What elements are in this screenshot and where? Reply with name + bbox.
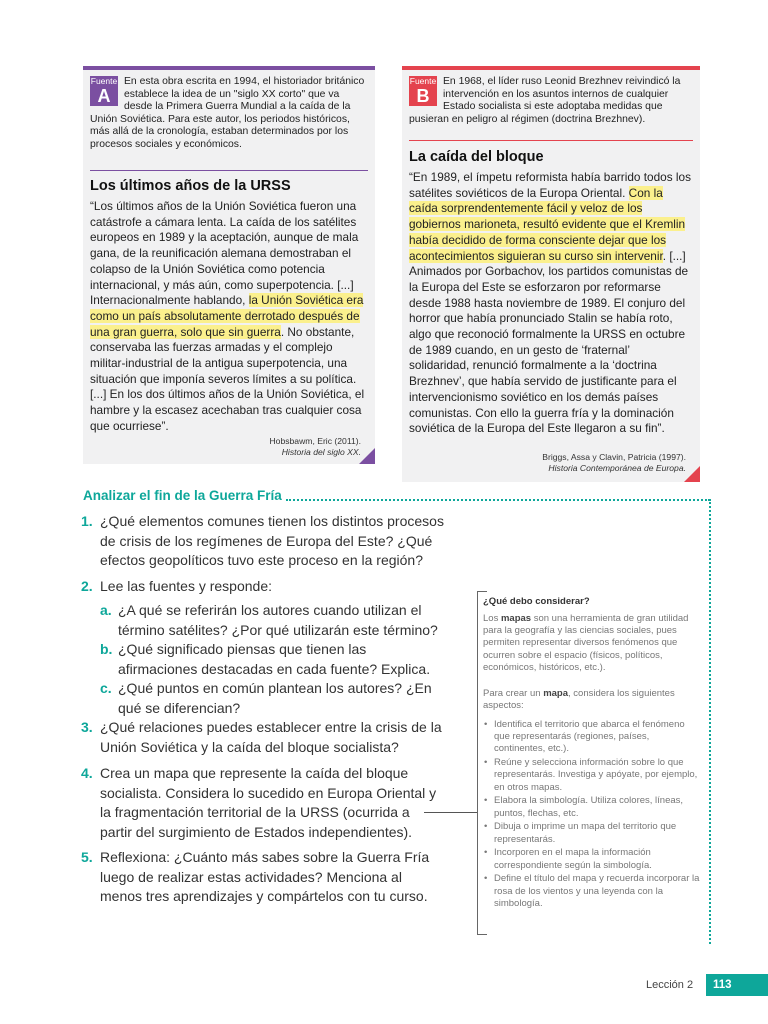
question-text: ¿Qué puntos en común plantean los autores? ¿En qué se diferencian? [118, 680, 432, 716]
source-a-divider [90, 170, 368, 171]
connector-line [424, 812, 477, 813]
bracket-line [477, 934, 487, 935]
dotted-rule-vertical [709, 499, 711, 944]
source-b-title: La caída del bloque [409, 149, 544, 165]
source-tag-letter: B [416, 86, 430, 106]
question-number: 3. [81, 719, 93, 735]
tip-list-item: • Dibuja o imprime un mapa del territorio que representarás. [483, 821, 701, 845]
quote-text: . [...] Animados por Gorbachov, los partidos comunistas de la Europa del Este se esforzaron por reformarse desde 1988 hasta noviembre de 1989. El conjuro del horror que había pronunciado Stalin se había roto, algo que reconoció formalmente la URSS en octubre de 1989 cuando, en un gesto de ‘fraternal’ solidaridad, renunció formalmente a la ‘doctrina Brezhnev’, que había servido de justificante para el intervencionismo soviético en los demás países comunistas. Con ello la guerra fría y la dominación soviética de la Europa del Este llegaron a su fin”. [409, 248, 689, 436]
quote-text: . No obstante, conservaba las fuerzas armadas y el complejo militar-industrial de la antigua superpotencia, una situación que imponía severos límites a su política. [...] En los dos últimos años de la Unión Soviética, el hambre y la escasez acechaban tras cualquier cosa que ocurriese”. [90, 324, 365, 433]
question-number: 5. [81, 849, 93, 865]
corner-decoration [684, 466, 700, 482]
tip-box [477, 591, 701, 935]
tip-list-item: • Identifica el territorio que abarca el fenómeno que representarás (regiones, países, continentes, etc.). [483, 719, 701, 756]
question-number: 1. [81, 513, 93, 529]
source-a-quote [90, 199, 368, 435]
source-tag-word: Fuente [90, 76, 118, 86]
question-text: Lee las fuentes y responde: [100, 578, 273, 594]
tip-text: Los [483, 613, 501, 624]
question-2c [100, 679, 448, 718]
lesson-label: Lección 2 [646, 979, 694, 991]
tip-keyword: mapa [543, 688, 569, 699]
question-text: Reflexiona: ¿Cuánto más sabes sobre la Guerra Fría luego de realizar estas actividades? Menciona al menos tres aprendizajes y compártelos con tu curso. [100, 849, 430, 904]
citation-work: Historia Contemporánea de Europa. [548, 463, 686, 473]
question-number: 2. [81, 578, 93, 594]
bracket-line [477, 591, 487, 592]
quote-text: “En 1989, el ímpetu reformista había barrido todos los satélites soviéticos de la Europa Oriental. [409, 170, 691, 200]
tip-text: , considera los siguientes aspectos: [483, 688, 675, 712]
dotted-rule [286, 499, 710, 501]
question-text: ¿Qué relaciones puedes establecer entre la crisis de la Unión Soviética y la caída del bloque socialista? [100, 719, 442, 755]
source-tag-letter: A [97, 86, 111, 106]
tip-list-item: • Elabora la simbología. Utiliza colores, líneas, puntos, flechas, etc. [483, 795, 701, 819]
source-b-divider [409, 140, 693, 141]
tip-paragraph [483, 613, 701, 674]
question-text: ¿Qué significado piensas que tienen las afirmaciones destacadas en cada fuente? Explica. [118, 641, 431, 677]
source-b-intro [409, 76, 693, 126]
activity-title: Analizar el fin de la Guerra Fría [83, 488, 282, 503]
source-a-box [83, 66, 375, 464]
question-text: ¿Qué elementos comunes tienen los distintos procesos de crisis de los regímenes de Europa del Este? ¿Qué efectos geopolíticos tuvo este proceso en la región? [100, 513, 444, 568]
question-3 [81, 718, 445, 757]
bracket-line [477, 591, 478, 935]
tip-paragraph [483, 688, 701, 712]
source-b-quote [409, 170, 693, 437]
question-letter: a. [100, 602, 112, 618]
source-b-citation [542, 452, 686, 474]
tip-title: ¿Qué debo considerar? [483, 596, 590, 607]
highlighted-quote: la Unión Soviética era como un país absolutamente derrotado después de una gran guerra, solo que sin guerra [90, 293, 364, 339]
question-text: ¿A qué se referirán los autores cuando utilizan el término satélites? ¿Por qué utilizarán este término? [118, 602, 438, 638]
tip-text: Para crear un [483, 688, 544, 699]
question-5 [81, 848, 445, 907]
question-4 [81, 764, 445, 842]
tip-keyword: mapas [500, 613, 532, 624]
source-b-box [402, 66, 700, 482]
tip-list-item: • Reúne y selecciona información sobre lo que representarás. Investiga y apóyate, por ejemplo, en otros mapas. [483, 757, 701, 794]
citation-author: Briggs, Assa y Clavin, Patricia (1997). [542, 452, 686, 462]
question-2 [81, 577, 445, 597]
highlighted-quote: Con la caída sorprendentemente fácil y veloz de los gobiernos marioneta, resultó evidente que el Kremlin había decidido de forma consciente dejar que los acontecimientos siguieran su curso sin intervenir [409, 185, 686, 263]
page-number: 113 [706, 974, 768, 996]
source-b-intro-text: En 1968, el líder ruso Leonid Brezhnev reivindicó la intervención en los asuntos internos de cualquier Estado socialista si este adoptaba medidas que pusieran en peligro al régimen (doctrina Brezhnev). [409, 76, 681, 125]
source-a-title: Los últimos años de la URSS [90, 178, 291, 194]
source-a-intro [90, 76, 368, 152]
question-1 [81, 512, 445, 571]
tip-list [483, 719, 701, 912]
question-letter: b. [100, 641, 113, 657]
question-2a [100, 601, 448, 640]
source-a-citation [269, 436, 361, 458]
tip-list-item: • Incorporen en el mapa la información correspondiente según la simbología. [483, 847, 701, 871]
citation-work: Historia del siglo XX. [281, 447, 361, 457]
source-tag-word: Fuente [409, 76, 437, 86]
tip-text: son una herramienta de gran utilidad para la geografía y las ciencias sociales, pues permiten representar diversos fenómenos que ocurren sobre el espacio (físicos, políticos, económicos, históricos, etc.). [483, 613, 689, 673]
question-2b [100, 640, 448, 679]
corner-decoration [359, 448, 375, 464]
question-number: 4. [81, 765, 93, 781]
source-a-intro-text: En esta obra escrita en 1994, el historiador británico establece la idea de un "siglo XX corto" que va desde la Primera Guerra Mundial a la caída de la Unión Soviética. Para este autor, los periodos históricos, más allá de la cronología, estaban determinados por los procesos sociales y económicos. [90, 76, 365, 150]
question-text: Crea un mapa que represente la caída del bloque socialista. Considera lo sucedido en Europa Oriental y la fragmentación territorial de la URSS (ocurrida a partir del surgimiento de Estados independientes). [100, 765, 437, 840]
question-letter: c. [100, 680, 112, 696]
quote-text: “Los últimos años de la Unión Soviética fueron una catástrofe a cámara lenta. La caída de los satélites europeos en 1989 y la aceptación, aunque de mala gana, de la reunificación alemana demostraban el colapso de la Unión Soviética como potencia internacional, y más aún, como superpotencia. [...] Internacionalmente hablando, [90, 199, 359, 308]
citation-author: Hobsbawm, Eric (2011). [269, 436, 361, 446]
tip-list-item: • Define el título del mapa y recuerda incorporar la rosa de los vientos y una leyenda con la simbología. [483, 873, 701, 910]
